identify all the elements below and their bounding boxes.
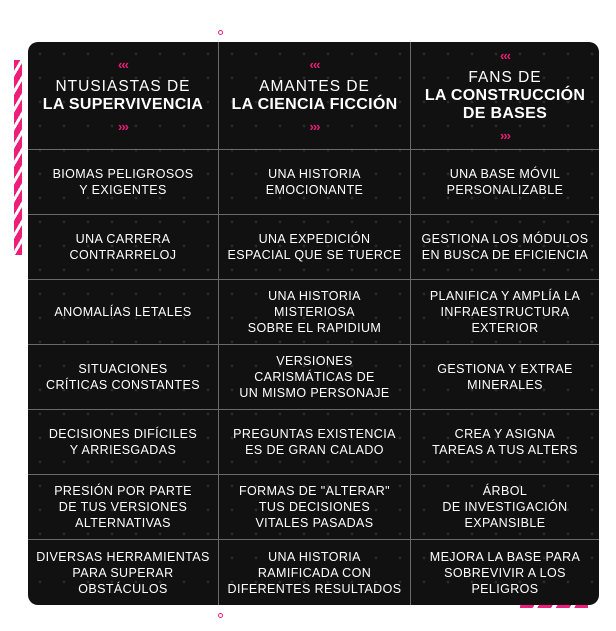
table-cell: UNA HISTORIA MISTERIOSA SOBRE EL RAPIDIUM: [219, 280, 411, 345]
table-cell: UNA CARRERA CONTRARRELOJ: [28, 215, 219, 280]
column-header-line1: FANS DE: [468, 68, 542, 86]
chevron-right-icon: ›››: [118, 118, 128, 134]
table-cell: FORMAS DE "ALTERAR" TUS DECISIONES VITALES PASADAS: [219, 475, 411, 540]
column-header-line2: LA CIENCIA FICCIÓN: [231, 95, 398, 113]
table-cell: SITUACIONES CRÍTICAS CONSTANTES: [28, 345, 219, 410]
table-cell: GESTIONA Y EXTRAE MINERALES: [411, 345, 599, 410]
table-cell: PLANIFICA Y AMPLÍA LA INFRAESTRUCTURA EXTERIOR: [411, 280, 599, 345]
column-header-survival: [28, 42, 219, 150]
table-cell: UNA EXPEDICIÓN ESPACIAL QUE SE TUERCE: [219, 215, 411, 280]
left-stripe-decoration: [14, 60, 22, 255]
table-cell: UNA HISTORIA EMOCIONANTE: [219, 150, 411, 215]
table-cell: PRESIÓN POR PARTE DE TUS VERSIONES ALTERNATIVAS: [28, 475, 219, 540]
table-cell: GESTIONA LOS MÓDULOS EN BUSCA DE EFICIENCIA: [411, 215, 599, 280]
chevron-right-icon: ›››: [309, 118, 320, 134]
table-cell: MEJORA LA BASE PARA SOBREVIVIR A LOS PELIGROS: [429, 549, 581, 596]
table-cell: UNA HISTORIA RAMIFICADA CON DIFERENTES RESULTADOS: [219, 540, 411, 605]
bottom-dot: [218, 613, 223, 618]
column-header-basebuilding: [411, 42, 599, 150]
chevron-right-icon: ›››: [500, 127, 510, 143]
table-cell: DIVERSAS HERRAMIENTAS PARA SUPERAR OBSTÁCULOS: [28, 540, 219, 605]
table-cell: BIOMAS PELIGROSOS Y EXIGENTES: [28, 150, 219, 215]
table-cell: VERSIONES CARISMÁTICAS DE UN MISMO PERSONAJE: [219, 345, 411, 410]
chevron-left-icon: ‹‹‹: [118, 56, 128, 72]
table-cell: PREGUNTAS EXISTENCIA ES DE GRAN CALADO: [219, 410, 411, 475]
comparison-table: [28, 42, 599, 605]
chevron-left-icon: ‹‹‹: [309, 56, 320, 72]
comparison-grid: [28, 42, 599, 605]
table-cell: CREA Y ASIGNA TAREAS A TUS ALTERS: [411, 410, 599, 475]
table-cell: UNA BASE MÓVIL PERSONALIZABLE: [411, 150, 599, 215]
column-header-line2: LA CONSTRUCCIÓN DE BASES: [424, 86, 586, 122]
chevron-left-icon: ‹‹‹: [500, 47, 510, 63]
table-cell: ÁRBOL DE INVESTIGACIÓN EXPANSIBLE: [411, 475, 599, 540]
column-header-line1: AMANTES DE: [259, 77, 370, 95]
table-cell: DECISIONES DIFÍCILES Y ARRIESGADAS: [28, 410, 219, 475]
top-dot: [218, 30, 223, 35]
column-header-line2: LA SUPERVIVENCIA: [42, 95, 204, 113]
column-header-scifi: [219, 42, 411, 150]
column-header-line1: NTUSIASTAS DE: [55, 77, 191, 95]
table-cell: ANOMALÍAS LETALES: [28, 280, 219, 345]
